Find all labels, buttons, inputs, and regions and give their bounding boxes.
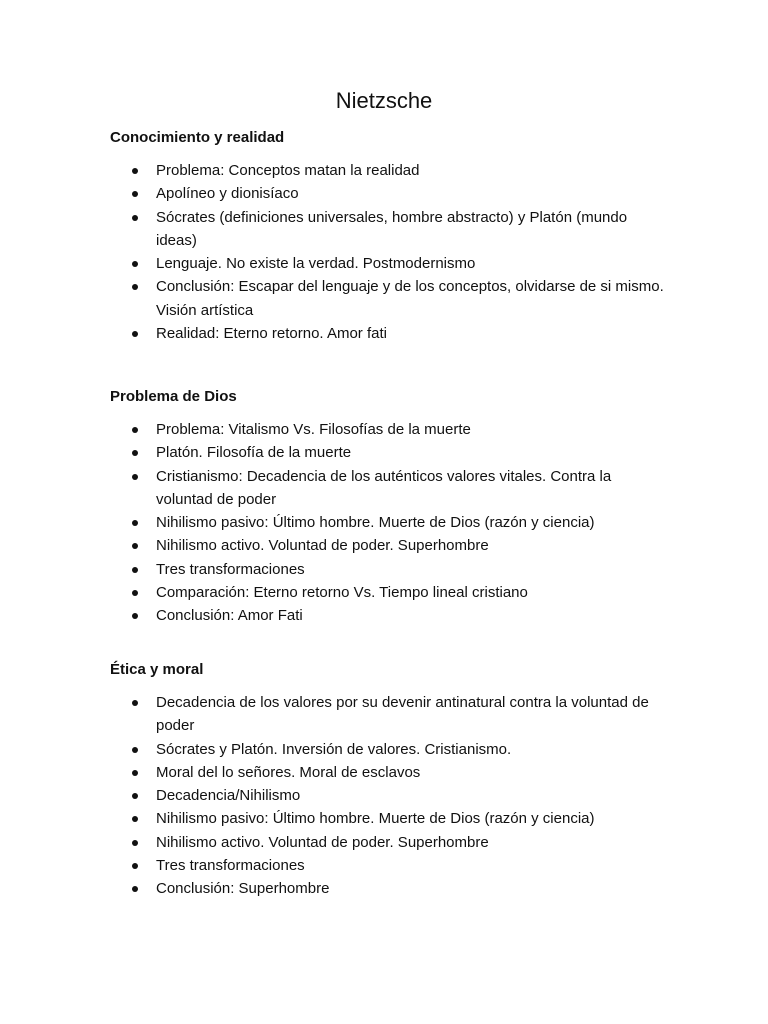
list-item: [110, 206, 670, 253]
bullet-icon: [132, 543, 138, 549]
list-item-text: Lenguaje. No existe la verdad. Postmodernismo: [156, 255, 476, 273]
bullet-icon: [132, 770, 138, 776]
list-item-text: Nihilismo pasivo: Último hombre. Muerte de Dios (razón y ciencia): [156, 810, 595, 828]
list-item: [110, 581, 670, 604]
bullet-icon: [132, 450, 138, 456]
list-item-text: Tres transformaciones: [156, 560, 305, 578]
list-item: [110, 784, 670, 807]
list-item-text: Problema: Conceptos matan la realidad: [156, 162, 420, 179]
section-heading: Ética y moral: [110, 661, 204, 678]
list-item: [110, 877, 670, 900]
bullet-icon: [132, 261, 138, 267]
list-item-text: Tres transformaciones: [156, 857, 305, 875]
section-problema-de-dios: [110, 386, 670, 628]
bullet-icon: [132, 427, 138, 433]
list-item-text: Decadencia de los valores por su devenir antinatural contra la voluntad de poder: [156, 694, 649, 735]
document-title: Nietzsche: [335, 88, 433, 113]
bullet-icon: [132, 168, 138, 174]
bullet-icon: [132, 613, 138, 619]
list-item-text: Sócrates y Platón. Inversión de valores. Cristianismo.: [156, 740, 512, 758]
bullet-list: [110, 691, 670, 901]
list-item-text: Conclusión: Escapar del lenguaje y de los conceptos, olvidarse de si mismo. Visión artística: [156, 278, 664, 319]
bullet-icon: [132, 886, 138, 892]
bullet-list: [110, 418, 670, 628]
bullet-icon: [132, 793, 138, 799]
list-item-text: Platón. Filosofía de la muerte: [156, 444, 352, 462]
bullet-icon: [132, 863, 138, 869]
bullet-icon: [132, 520, 138, 526]
bullet-icon: [132, 840, 138, 846]
bullet-icon: [132, 331, 138, 337]
list-item: [110, 252, 670, 275]
list-item-text: Nihilismo pasivo: Último hombre. Muerte de Dios (razón y ciencia): [156, 514, 595, 532]
list-item: [110, 761, 670, 784]
list-item: [110, 275, 670, 322]
list-item-text: Nihilismo activo. Voluntad de poder. Superhombre: [156, 833, 489, 851]
list-item: [110, 418, 670, 441]
list-item: [110, 691, 670, 738]
bullet-icon: [132, 474, 138, 480]
list-item-text: Conclusión: Superhombre: [156, 880, 330, 898]
section-heading: Conocimiento y realidad: [110, 129, 285, 146]
list-item: [110, 534, 670, 557]
list-item-text: Conclusión: Amor Fati: [156, 607, 303, 625]
list-item-text: Comparación: Eterno retorno Vs. Tiempo lineal cristiano: [156, 584, 528, 602]
bullet-icon: [132, 284, 138, 290]
list-item-text: Decadencia/Nihilismo: [156, 787, 301, 805]
section-etica-y-moral: [110, 659, 670, 901]
list-item: [110, 807, 670, 830]
section-heading: Problema de Dios: [110, 388, 237, 405]
list-item: [110, 831, 670, 854]
list-item: [110, 322, 670, 345]
bullet-list: [110, 159, 670, 345]
bullet-icon: [132, 747, 138, 753]
list-item: [110, 511, 670, 534]
list-item-text: Cristianismo: Decadencia de los auténticos valores vitales. Contra la voluntad de poder: [156, 467, 612, 508]
list-item-text: Nihilismo activo. Voluntad de poder. Superhombre: [156, 537, 489, 555]
bullet-icon: [132, 700, 138, 706]
list-item: [110, 558, 670, 581]
list-item: [110, 182, 670, 205]
list-item: [110, 441, 670, 464]
list-item-text: Apolíneo y dionisíaco: [156, 185, 299, 203]
bullet-icon: [132, 816, 138, 822]
list-item-text: Sócrates (definiciones universales, hombre abstracto) y Platón (mundo ideas): [156, 208, 628, 249]
list-item-text: Moral del lo señores. Moral de esclavos: [156, 763, 421, 781]
bullet-icon: [132, 215, 138, 221]
list-item: [110, 159, 670, 182]
list-item: [110, 604, 670, 627]
list-item-text: Realidad: Eterno retorno. Amor fati: [156, 325, 387, 343]
list-item-text: Problema: Vitalismo Vs. Filosofías de la muerte: [156, 421, 471, 438]
bullet-icon: [132, 590, 138, 596]
bullet-icon: [132, 567, 138, 573]
section-conocimiento-y-realidad: [110, 127, 670, 345]
bullet-icon: [132, 191, 138, 197]
list-item: [110, 465, 670, 512]
list-item: [110, 738, 670, 761]
list-item: [110, 854, 670, 877]
